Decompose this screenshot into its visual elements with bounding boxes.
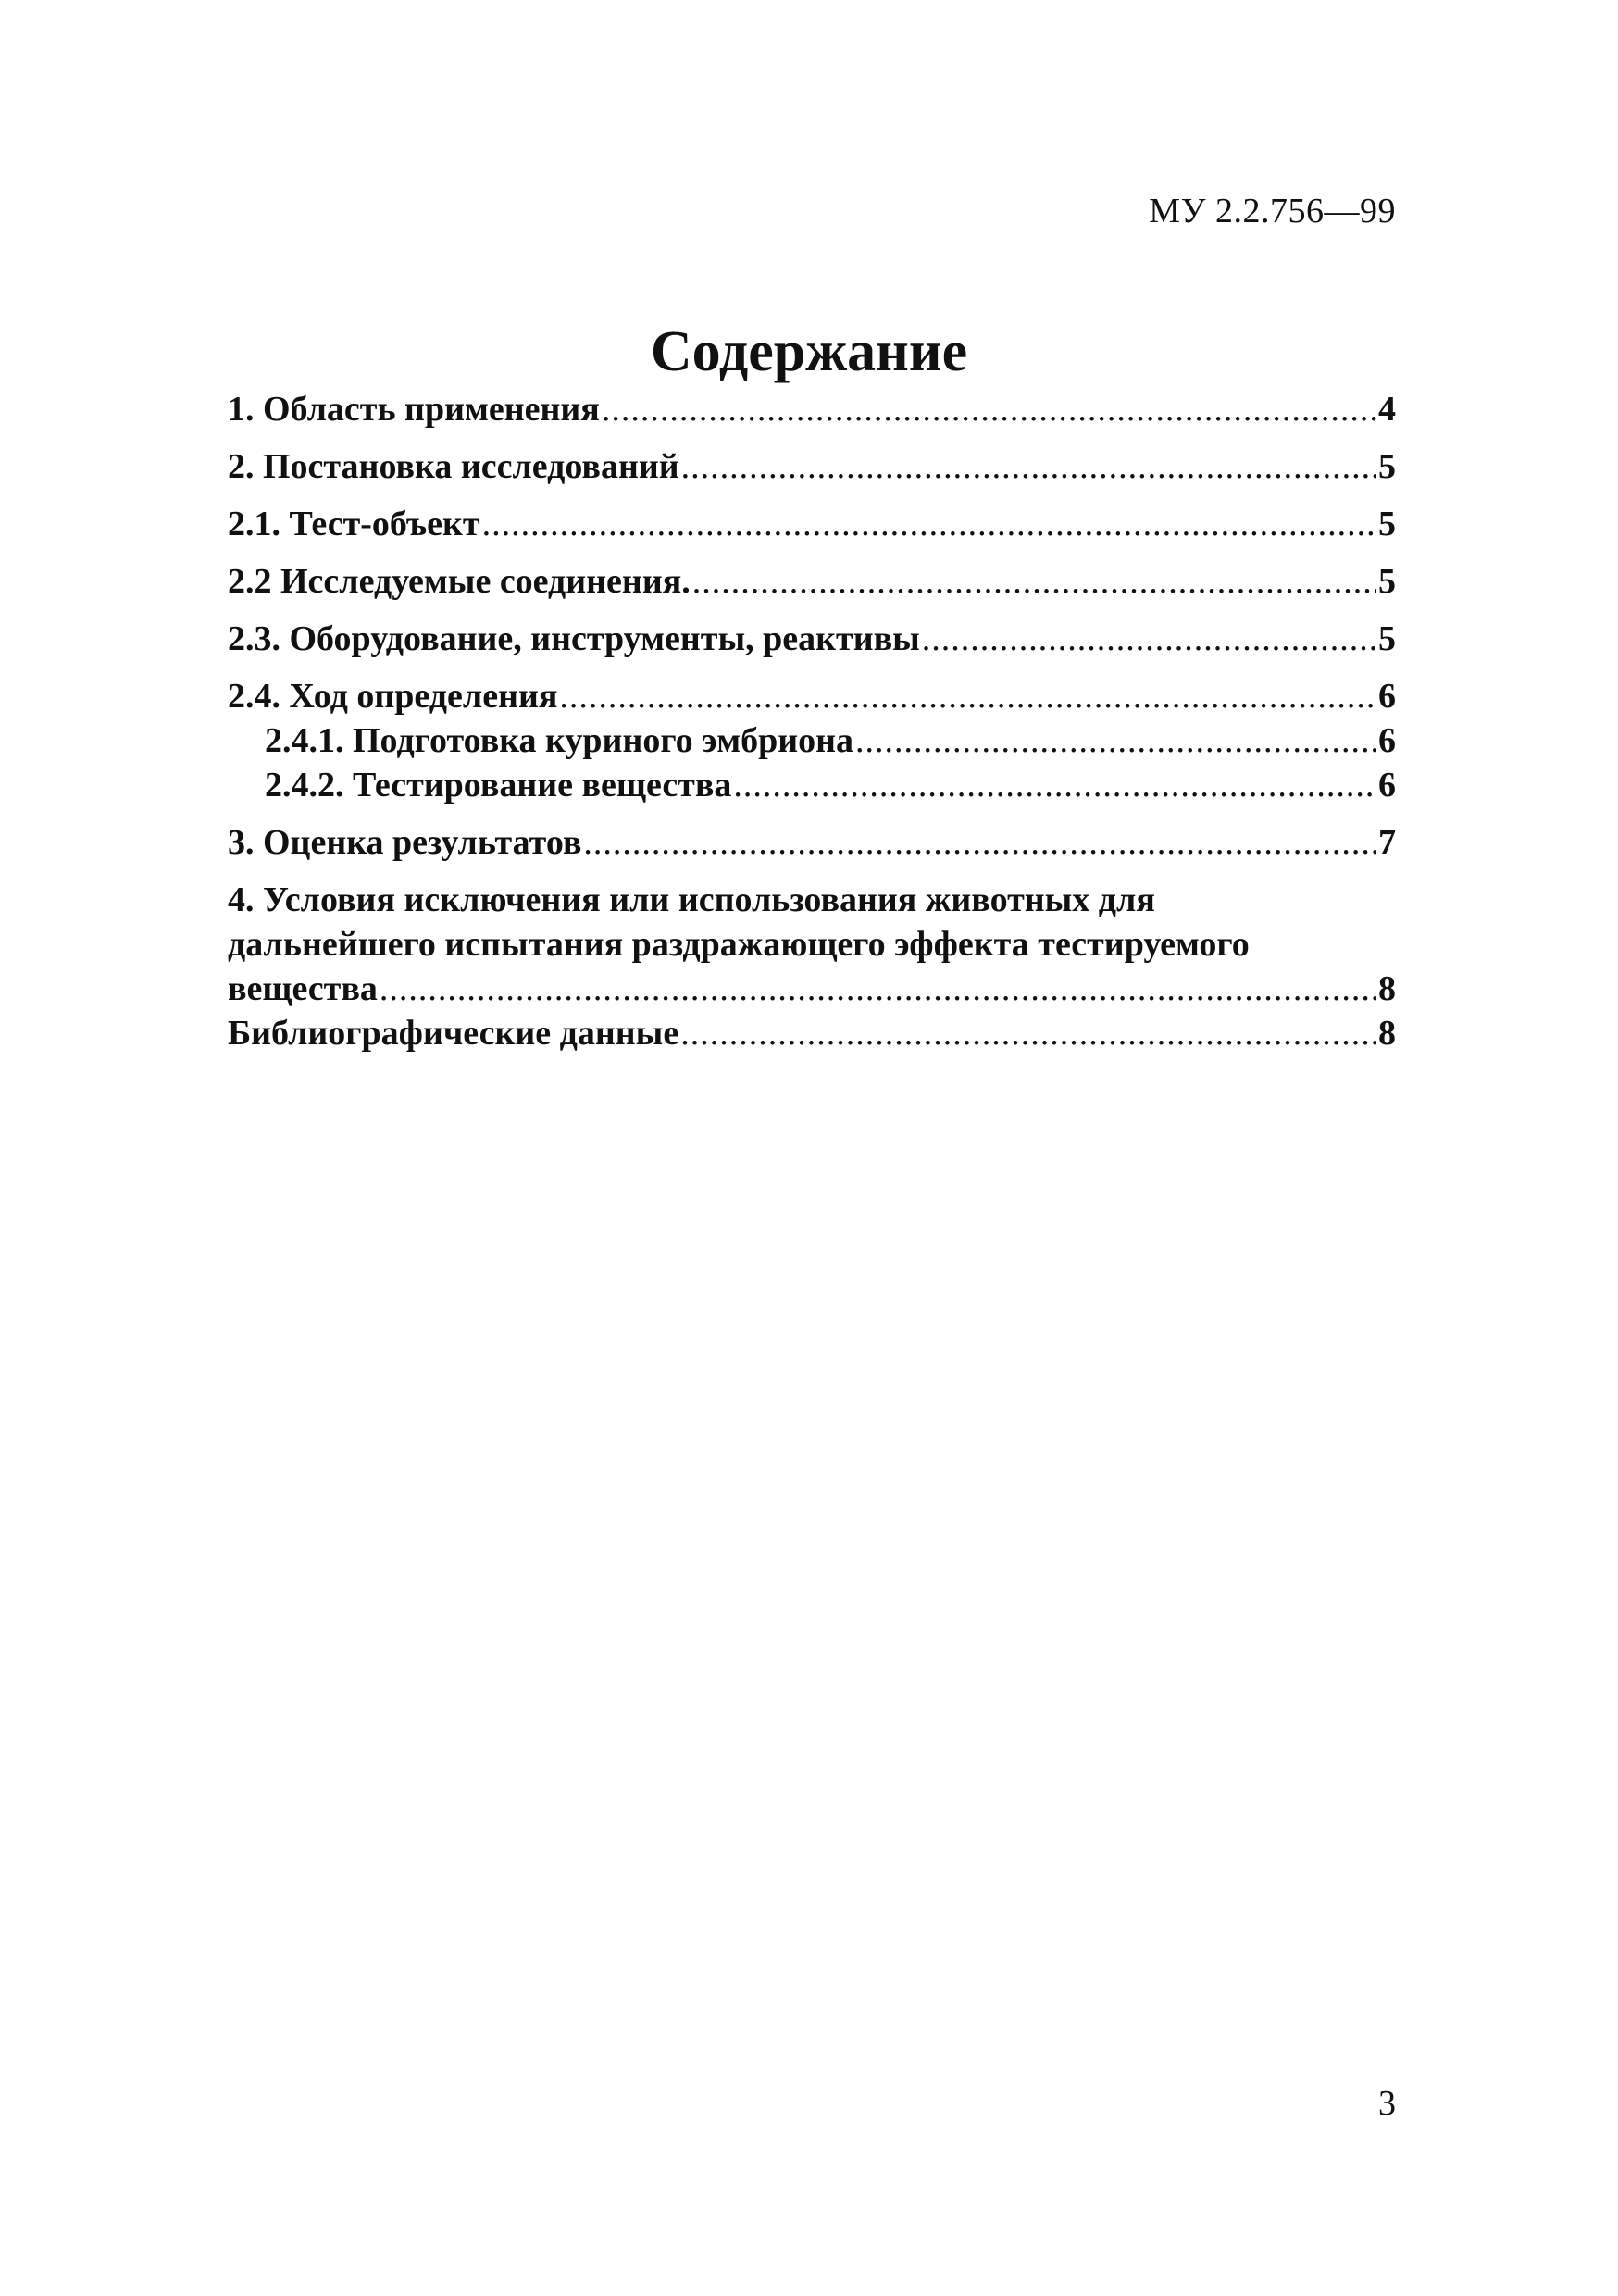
toc-entry[interactable]: [228, 1011, 1396, 1055]
toc-entry-label: Библиографические данные: [228, 1014, 679, 1053]
page-number: 3: [1378, 2084, 1396, 2123]
dot-leader: [380, 967, 1376, 1011]
toc-entry-last-line: [228, 967, 1396, 1011]
dot-leader: [922, 617, 1376, 661]
toc-entry-label: 1. Область применения: [228, 390, 600, 429]
toc-entry-label-line: дальнейшего испытания раздражающего эффекта тестируемого: [228, 925, 1250, 964]
dot-leader: [602, 387, 1376, 431]
dot-leader: [559, 674, 1376, 718]
dot-leader: [733, 763, 1376, 807]
dot-leader: [583, 820, 1376, 865]
toc-subentry[interactable]: [228, 763, 1396, 807]
toc-entry-label: 2.1. Тест-объект: [228, 505, 480, 543]
toc-entry-label-line: 4. Условия исключения или использования животных для: [228, 880, 1155, 919]
toc-entry-page: 6: [1378, 721, 1396, 760]
toc-entry-label: 2. Постановка исследований: [228, 447, 679, 486]
toc-entry-page: 5: [1378, 505, 1396, 543]
toc-entry-label: 2.2 Исследуемые соединения.: [228, 562, 691, 601]
toc-entry-label: 2.4.1. Подготовка куриного эмбриона: [265, 721, 854, 760]
toc-subentry[interactable]: [228, 718, 1396, 763]
toc-entry[interactable]: [228, 820, 1396, 865]
toc-entry-label-line: вещества: [228, 969, 378, 1008]
dot-leader: [692, 559, 1376, 604]
document-code: МУ 2.2.756—99: [1149, 192, 1396, 231]
toc-entry-page: 6: [1378, 677, 1396, 716]
toc-entry[interactable]: [228, 674, 1396, 718]
toc-entry[interactable]: [228, 617, 1396, 661]
toc-entry-page: 7: [1378, 823, 1396, 862]
toc-entry-page: 8: [1378, 969, 1396, 1008]
toc-entry-page: 4: [1378, 390, 1396, 429]
dot-leader: [855, 718, 1376, 763]
toc-entry-multiline[interactable]: [228, 878, 1396, 1011]
toc-title: Содержание: [650, 320, 968, 383]
toc-entry-label: 3. Оценка результатов: [228, 823, 582, 862]
toc-entry[interactable]: [228, 444, 1396, 489]
toc-entry[interactable]: [228, 502, 1396, 546]
toc-entry-page: 8: [1378, 1014, 1396, 1053]
toc-entry-label: 2.3. Оборудование, инструменты, реактивы: [228, 619, 920, 658]
dot-leader: [681, 444, 1376, 489]
toc-entry-page: 5: [1378, 619, 1396, 658]
dot-leader: [482, 502, 1376, 546]
toc-entry[interactable]: [228, 387, 1396, 431]
dot-leader: [680, 1011, 1376, 1055]
toc-entry-page: 5: [1378, 447, 1396, 486]
toc-entry-label: 2.4.2. Тестирование вещества: [265, 766, 732, 805]
toc-entry[interactable]: [228, 559, 1396, 604]
toc-entry-page: 6: [1378, 766, 1396, 805]
table-of-contents: [228, 387, 1396, 1055]
toc-entry-page: 5: [1378, 562, 1396, 601]
toc-entry-label: 2.4. Ход определения: [228, 677, 558, 716]
